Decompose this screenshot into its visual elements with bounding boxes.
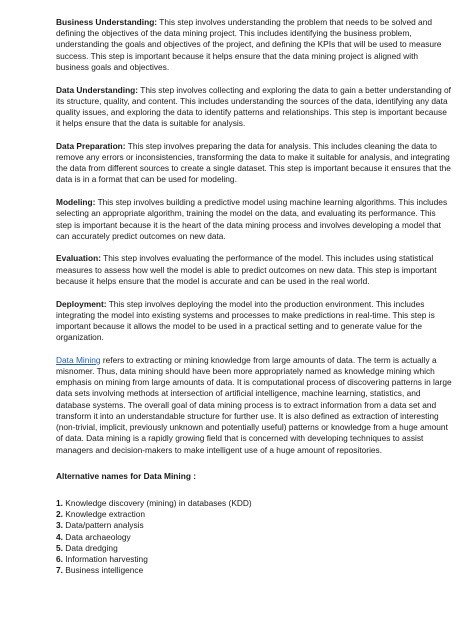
business-understanding-paragraph — [56, 17, 452, 73]
data-preparation-paragraph — [56, 141, 452, 186]
section-label: Modeling: — [56, 197, 96, 208]
list-number: 4. — [56, 531, 63, 542]
list-number: 7. — [56, 565, 63, 576]
evaluation-paragraph — [56, 253, 452, 287]
section-text: This step involves collecting and exploring the data to gain a better understanding of its structure, quality, and content. This includes understanding the sources of the data, identifying any data quality issues, and exploring the data to identify patterns and relationships. This step is important because it helps ensure that the data is suitable for analysis. — [56, 84, 452, 129]
list-item-text: Data archaeology — [62, 531, 131, 542]
list-number: 2. — [56, 509, 63, 520]
section-label: Evaluation: — [56, 253, 101, 264]
list-item-text: Knowledge extraction — [62, 509, 146, 520]
section-label: Data Preparation: — [56, 140, 126, 151]
list-number: 6. — [56, 553, 63, 564]
definition-text: refers to extracting or mining knowledge from large amounts of data. The term is actually a misnomer. Thus, data mining should have been more appropriately named as knowledge mining which emphasis on mining from large amounts of data. It is computational process of discovering patterns in large data sets involving methods at intersection of artificial intelligence, machine learning, statistics, and database systems. The overall goal of data mining process is to extract information from a data set and transform it into an understandable structure for further use. It is also defined as extraction of interesting (non-trivial, implicit, previously unknown and potentially useful) patterns or knowledge from a huge amount of data. Data mining is a rapidly growing field that is concerned with developing techniques to assist managers and decision-makers to make intelligent use of a huge amount of repositories. — [56, 354, 452, 455]
list-item — [56, 554, 452, 565]
list-number: 3. — [56, 520, 63, 531]
list-item-text: Information harvesting — [62, 553, 148, 564]
list-item — [56, 543, 452, 554]
list-item — [56, 498, 452, 509]
data-mining-link[interactable]: Data Mining — [56, 354, 101, 365]
section-label: Deployment: — [56, 298, 107, 309]
section-text: This step involves deploying the model into the production environment. This includes integrating the model into existing systems and processes to make predictions in real-time. This step is important because it allows the model to be used in a practical setting and to generate value for the organization. — [56, 298, 435, 343]
list-item — [56, 532, 452, 543]
deployment-paragraph — [56, 299, 452, 344]
list-number: 1. — [56, 497, 63, 508]
section-text: This step involves understanding the problem that needs to be solved and defining the objectives of the data mining project. This includes identifying the business problem, understanding the goals and objectives of the project, and defining the KPIs that will be used to measure success. This step is important because it helps ensure that the data mining project is aligned with business goals and objectives. — [56, 17, 442, 72]
list-item — [56, 565, 452, 576]
data-understanding-paragraph — [56, 85, 452, 130]
list-item-text: Business intelligence — [62, 565, 144, 576]
list-item-text: Data/pattern analysis — [62, 520, 144, 531]
section-text: This step involves evaluating the performance of the model. This includes using statistical measures to assess how well the model is able to predict outcomes on new data. This step is important because it helps ensure that the model is accurate and can be used in the real world. — [56, 253, 437, 286]
list-item-text: Data dredging — [62, 542, 118, 553]
alt-names-heading: Alternative names for Data Mining : — [56, 470, 197, 481]
modeling-paragraph — [56, 197, 452, 242]
section-label: Business Understanding: — [56, 17, 158, 27]
list-number: 5. — [56, 542, 63, 553]
list-item — [56, 520, 452, 531]
list-item — [56, 509, 452, 520]
section-text: This step involves building a predictive model using machine learning algorithms. This includes selecting an appropriate algorithm, training the model on the data, and evaluating its performance. This step is important because it is the heart of the data mining process and involves developing a model that can accurately predict outcomes on new data. — [56, 197, 448, 241]
section-label: Data Understanding: — [56, 84, 139, 95]
alt-names-list — [56, 498, 452, 576]
data-mining-definition-paragraph — [56, 355, 452, 456]
section-text: This step involves preparing the data for analysis. This includes cleaning the data to remove any errors or inconsistencies, transforming the data to make it suitable for analysis, and integrating the data from different sources to create a single dataset. This step is important because it ensures that the data is in a format that can be used for modeling. — [56, 140, 451, 185]
list-item-text: Knowledge discovery (mining) in databases (KDD) — [62, 497, 252, 508]
